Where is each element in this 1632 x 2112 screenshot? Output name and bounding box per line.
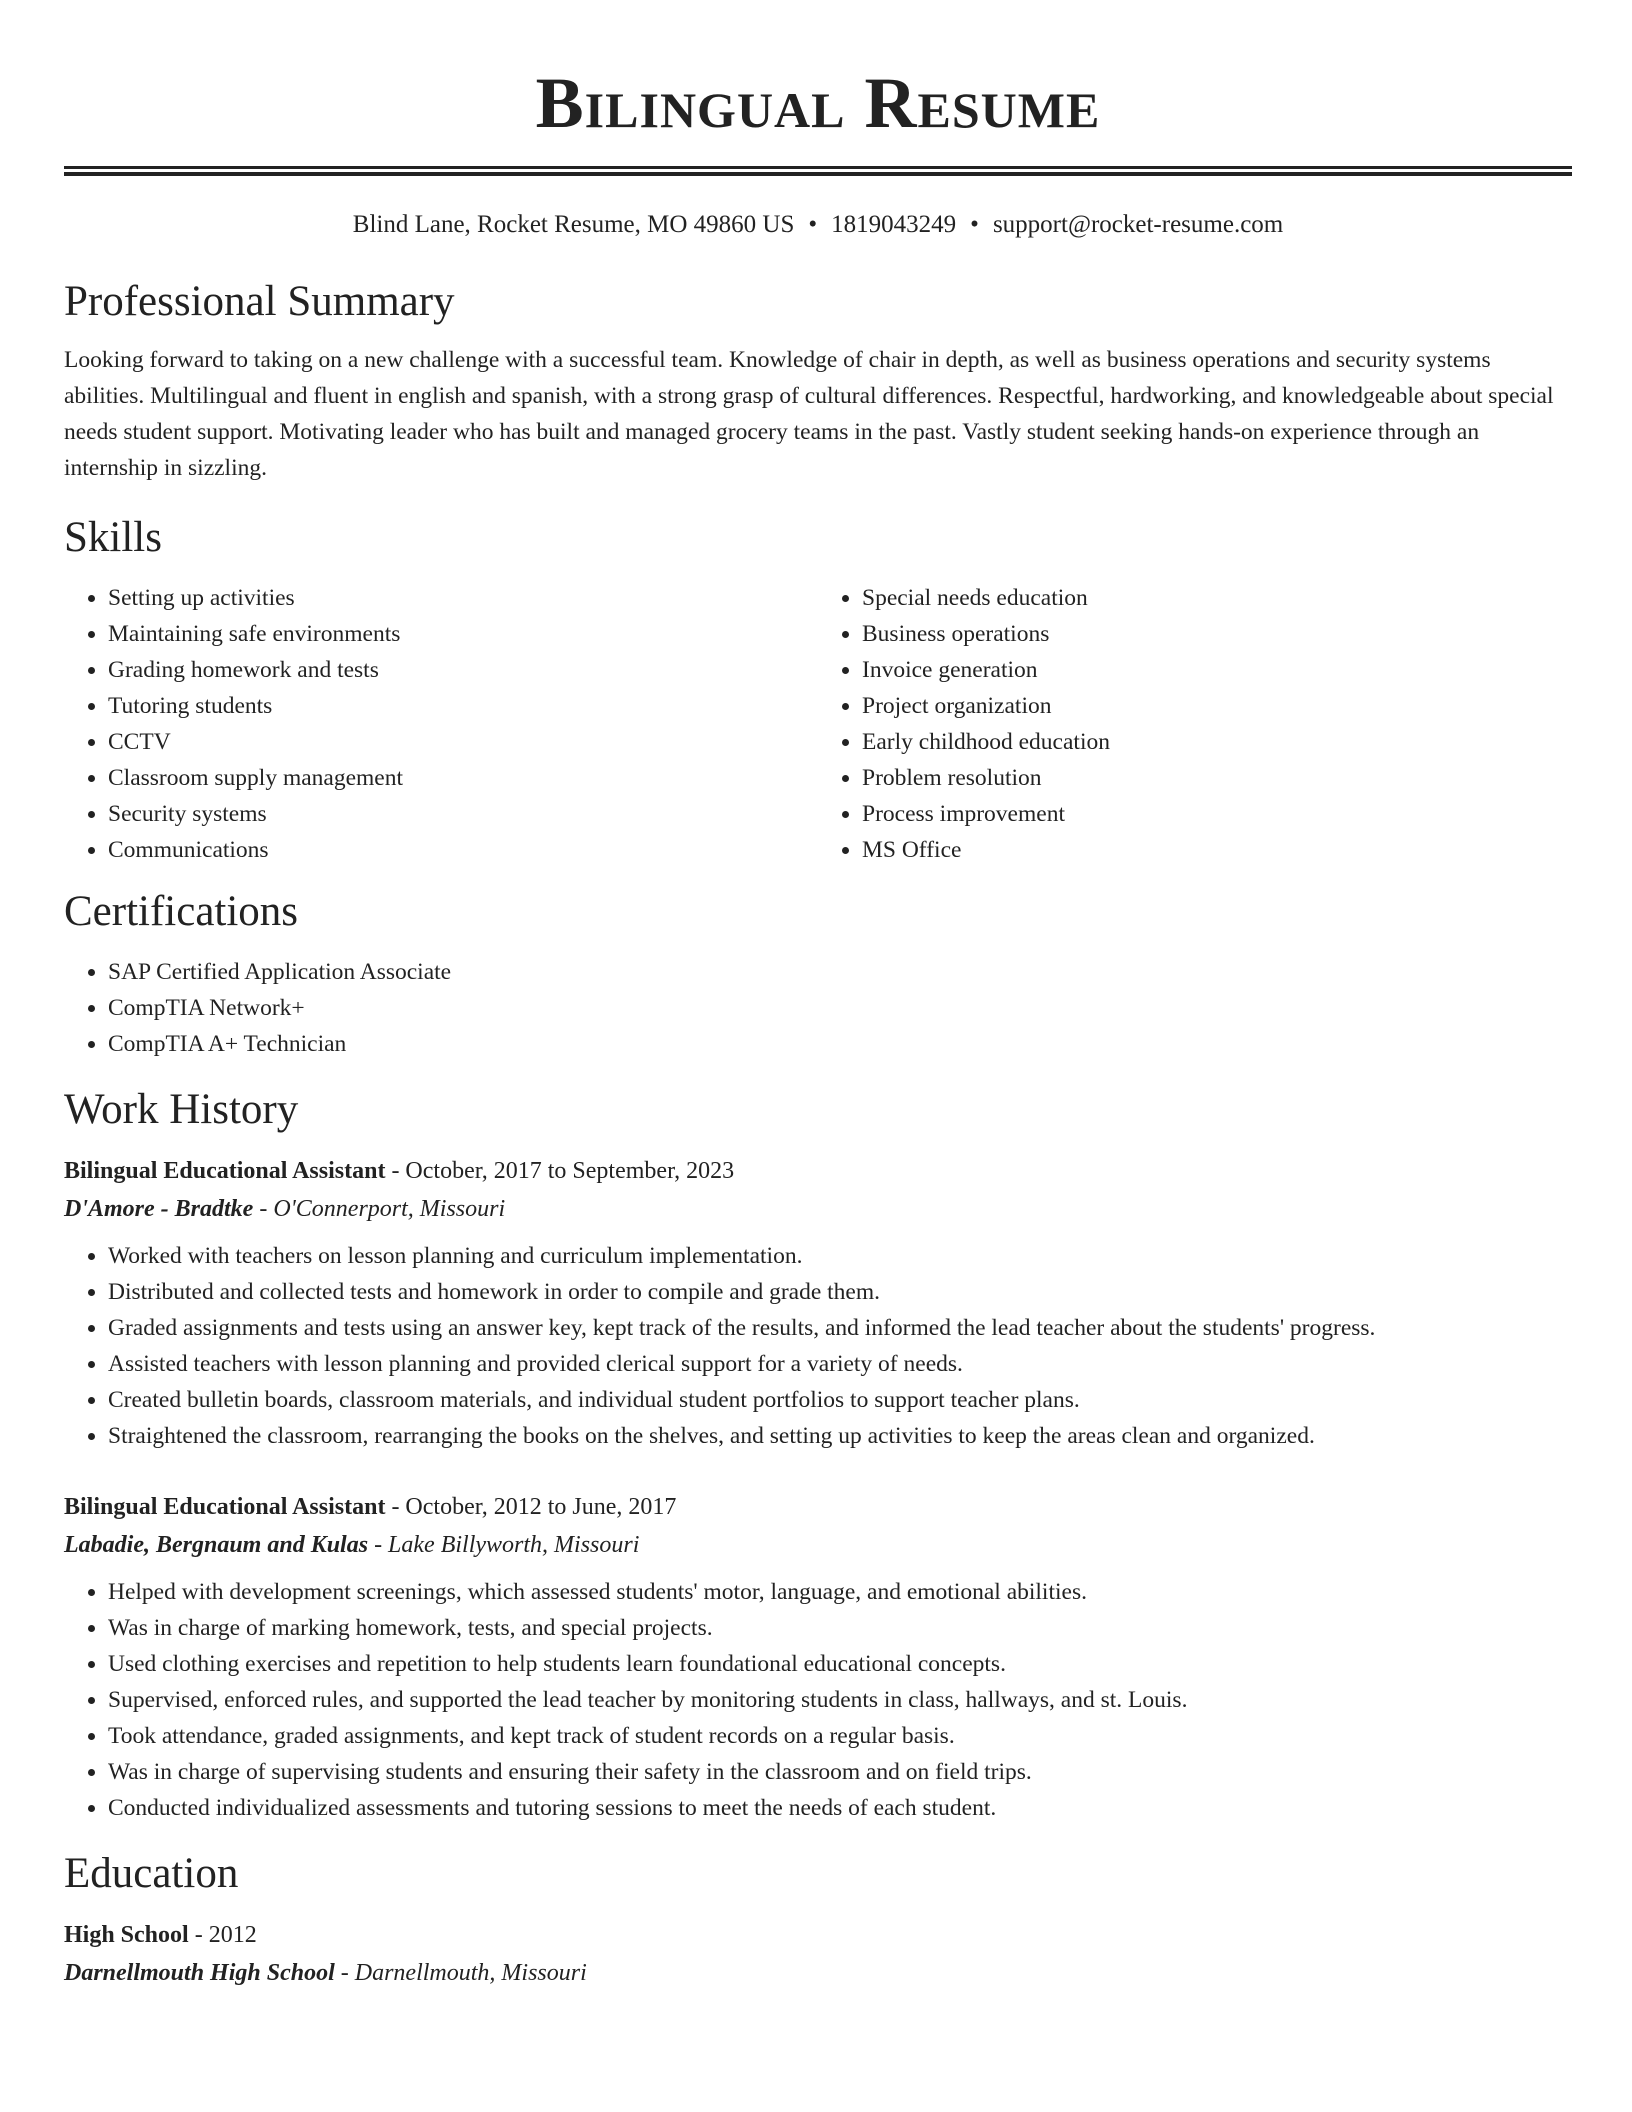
skill-item: • Project organization <box>862 688 1572 724</box>
job-location: - Lake Billyworth, Missouri <box>368 1532 640 1558</box>
job-bullet: • Took attendance, graded assignments, and kept track of student records on a regular basis. <box>108 1718 1572 1754</box>
skills-heading: Skills <box>64 514 162 561</box>
job-bullet: • Supervised, enforced rules, and supported the lead teacher by monitoring students in class, hallways, and st. Louis. <box>108 1682 1572 1718</box>
skill-item: • MS Office <box>862 832 1572 868</box>
job-bullet: • Worked with teachers on lesson planning and curriculum implementation. <box>108 1238 1572 1274</box>
contact-separator: • <box>970 211 979 238</box>
skill-item: • Tutoring students <box>108 688 818 724</box>
job-title-line <box>64 1152 1572 1190</box>
work-history-heading: Work History <box>64 1086 299 1133</box>
contact-line <box>64 210 1572 240</box>
job-bullet: • Was in charge of supervising students and ensuring their safety in the classroom and on field trips. <box>108 1754 1572 1790</box>
skill-item: • Process improvement <box>862 796 1572 832</box>
skills-list-left <box>64 580 818 868</box>
skill-item: • Maintaining safe environments <box>108 616 818 652</box>
job-company-line <box>64 1190 1572 1228</box>
job-bullet: • Straightened the classroom, rearranging the books on the shelves, and setting up activities to keep the areas clean and organized. <box>108 1418 1572 1454</box>
education-heading: Education <box>64 1850 239 1897</box>
job-bullet: • Distributed and collected tests and homework in order to compile and grade them. <box>108 1274 1572 1310</box>
certification-item: • SAP Certified Application Associate <box>108 954 1572 990</box>
skill-item: • CCTV <box>108 724 818 760</box>
skill-item: • Special needs education <box>862 580 1572 616</box>
job-location: - O'Connerport, Missouri <box>253 1196 506 1222</box>
education-degree-line <box>64 1916 1572 1954</box>
skill-item: • Business operations <box>862 616 1572 652</box>
job-bullet: • Conducted individualized assessments and tutoring sessions to meet the needs of each student. <box>108 1790 1572 1826</box>
skill-item: • Classroom supply management <box>108 760 818 796</box>
contact-phone: 1819043249 <box>831 211 957 238</box>
skill-item: • Security systems <box>108 796 818 832</box>
certification-item: • CompTIA Network+ <box>108 990 1572 1026</box>
skill-item: • Communications <box>108 832 818 868</box>
certification-item: • CompTIA A+ Technician <box>108 1026 1572 1062</box>
education-location: - Darnellmouth, Missouri <box>334 1960 587 1986</box>
resume-page <box>64 0 1572 1992</box>
skills-columns <box>64 580 1572 868</box>
job-bullets <box>64 1238 1572 1454</box>
skill-item: • Grading homework and tests <box>108 652 818 688</box>
skill-item: • Invoice generation <box>862 652 1572 688</box>
resume-title: Bilingual Resume <box>535 63 1101 143</box>
skill-item: • Early childhood education <box>862 724 1572 760</box>
education-degree: High School <box>64 1922 189 1948</box>
skill-item: • Setting up activities <box>108 580 818 616</box>
title-divider <box>64 166 1572 176</box>
education-year: - 2012 <box>188 1922 257 1948</box>
job-bullet: • Created bulletin boards, classroom materials, and individual student portfolios to support teacher plans. <box>108 1382 1572 1418</box>
skill-item: • Problem resolution <box>862 760 1572 796</box>
job-entry <box>64 1152 1572 1454</box>
summary-text: Looking forward to taking on a new challenge with a successful team. Knowledge of chair in depth, as well as business operations and security systems abilities. Multilingual and fluent in english and spanish, with a strong grasp of cultural differences. Respectful, hardworking, and knowledgeable about special needs student support. Motivating leader who has built and managed grocery teams in the past. Vastly student seeking hands-on experience through an internship in sizzling. <box>64 347 1554 481</box>
job-dates: - October, 2017 to September, 2023 <box>385 1158 735 1184</box>
contact-email: support@rocket-resume.com <box>992 211 1284 238</box>
job-company: Labadie, Bergnaum and Kulas <box>64 1532 369 1558</box>
job-title: Bilingual Educational Assistant <box>64 1158 386 1184</box>
job-bullet: • Assisted teachers with lesson planning and provided clerical support for a variety of needs. <box>108 1346 1572 1382</box>
job-bullet: • Was in charge of marking homework, tests, and special projects. <box>108 1610 1572 1646</box>
job-entry <box>64 1488 1572 1826</box>
summary-heading: Professional Summary <box>64 278 455 325</box>
job-bullet: • Graded assignments and tests using an answer key, kept track of the results, and informed the lead teacher about the students' progress. <box>108 1310 1572 1346</box>
certifications-heading: Certifications <box>64 888 299 935</box>
job-company: D'Amore - Bradtke <box>64 1196 254 1222</box>
education-school: Darnellmouth High School <box>64 1960 335 1986</box>
contact-address: Blind Lane, Rocket Resume, MO 49860 US <box>352 211 795 238</box>
job-bullet: • Used clothing exercises and repetition to help students learn foundational educational concepts. <box>108 1646 1572 1682</box>
job-company-line <box>64 1526 1572 1564</box>
certifications-list <box>64 954 1572 1062</box>
skills-list-right <box>818 580 1572 868</box>
job-bullets <box>64 1574 1572 1826</box>
education-entry <box>64 1916 1572 1992</box>
job-bullet: • Helped with development screenings, which assessed students' motor, language, and emotional abilities. <box>108 1574 1572 1610</box>
job-title: Bilingual Educational Assistant <box>64 1494 386 1520</box>
job-title-line <box>64 1488 1572 1526</box>
education-school-line <box>64 1954 1572 1992</box>
contact-separator: • <box>808 211 818 238</box>
job-dates: - October, 2012 to June, 2017 <box>385 1494 677 1520</box>
